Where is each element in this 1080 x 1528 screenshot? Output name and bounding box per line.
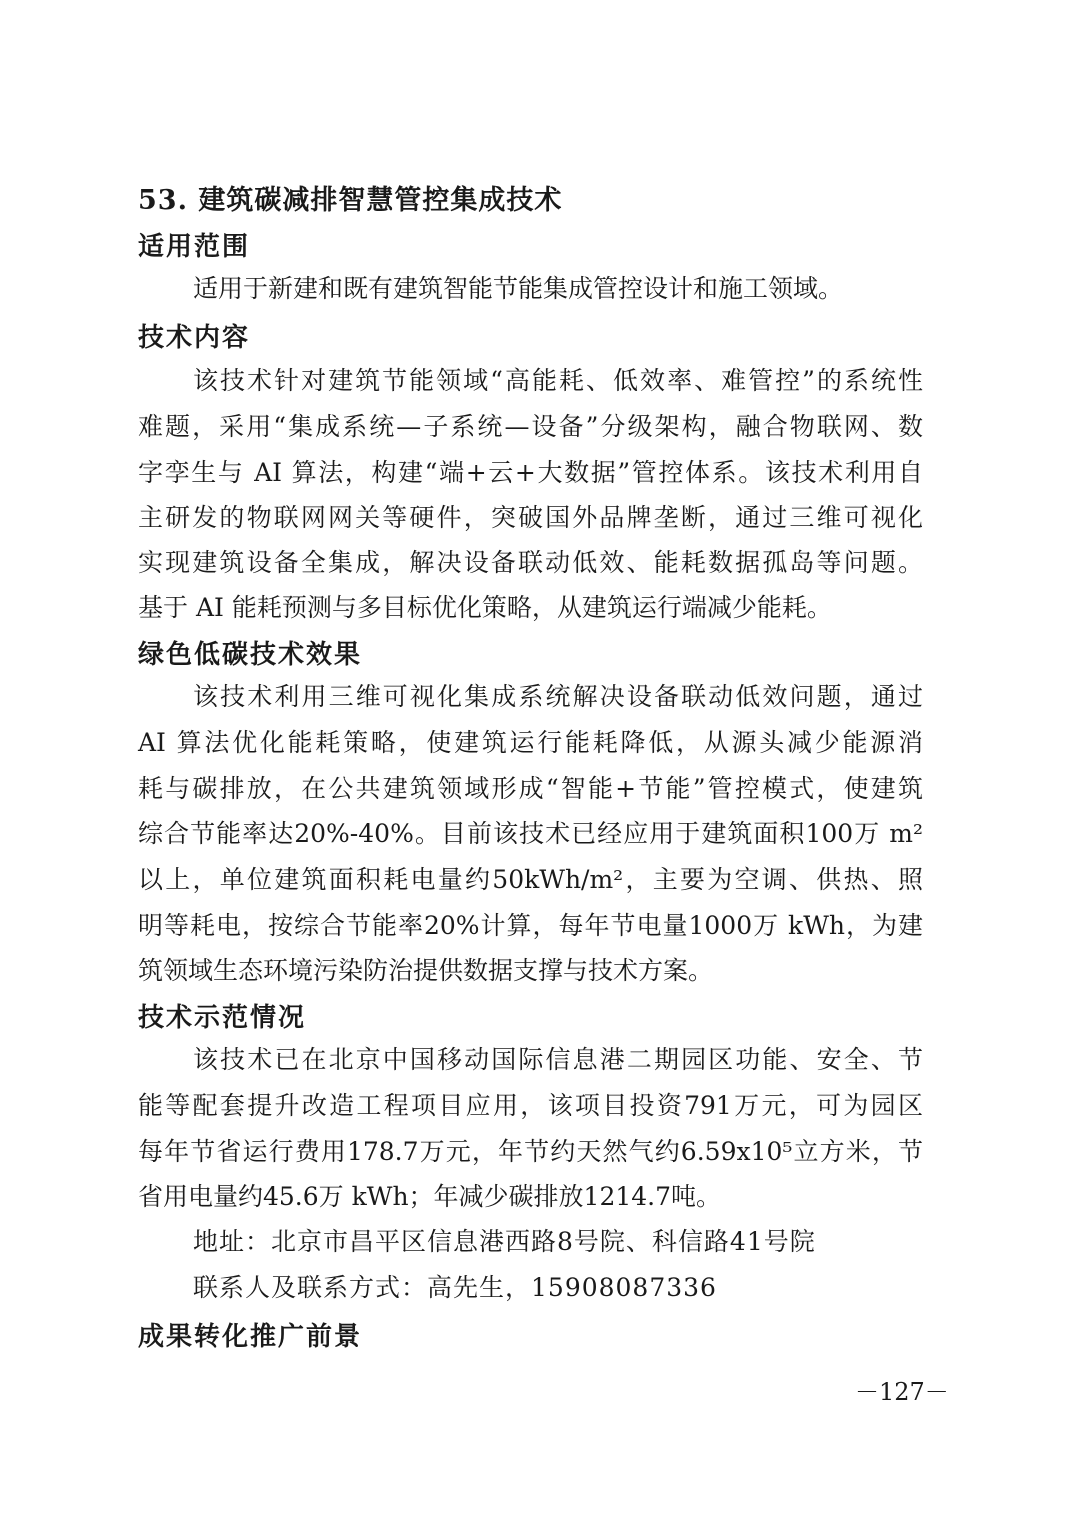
effect-heading: 绿色低碳技术效果 [138,640,363,670]
content-paragraph-line: 难题，采用“集成系统—子系统—设备”分级架构，融合物联网、数 [138,412,923,441]
effect-paragraph-line: 耗与碳排放，在公共建筑领域形成“智能+节能”管控模式，使建筑 [138,774,923,803]
demo-paragraph-line: 该技术已在北京中国移动国际信息港二期园区功能、安全、节 [193,1045,923,1074]
content-paragraph-line: 主研发的物联网网关等硬件，突破国外品牌垄断，通过三维可视化 [138,503,923,532]
prospect-heading: 成果转化推广前景 [138,1322,363,1352]
content-paragraph-line: 该技术针对建筑节能领域“高能耗、低效率、难管控”的系统性 [193,366,923,395]
content-paragraph-line: 基于 AI 能耗预测与多目标优化策略，从建筑运行端减少能耗。 [138,593,832,622]
demo-paragraph-line: 能等配套提升改造工程项目应用，该项目投资791万元，可为园区 [138,1091,923,1120]
effect-paragraph-line: 明等耗电，按综合节能率20%计算，每年节电量1000万 kWh，为建 [138,911,923,940]
page-number: －127－ [855,1378,949,1406]
effect-paragraph-line: 综合节能率达20%-40%。目前该技术已经应用于建筑面积100万 m² [138,819,923,848]
effect-paragraph-line: 该技术利用三维可视化集成系统解决设备联动低效问题，通过 [193,682,923,711]
demo-paragraph-line: 每年节省运行费用178.7万元，年节约天然气约6.59x10⁵立方米，节 [138,1137,923,1166]
contact-line: 联系人及联系方式：高先生，15908087336 [193,1273,717,1302]
content-paragraph-line: 实现建筑设备全集成，解决设备联动低效、能耗数据孤岛等问题。 [138,548,923,577]
effect-paragraph-line: 以上，单位建筑面积耗电量约50kWh/m²，主要为空调、供热、照 [138,865,923,894]
demo-heading: 技术示范情况 [138,1003,307,1033]
scope-paragraph-line: 适用于新建和既有建筑智能节能集成管控设计和施工领域。 [193,274,844,303]
effect-paragraph-line: 筑领域生态环境污染防治提供数据支撑与技术方案。 [138,956,714,985]
effect-paragraph-line: AI 算法优化能耗策略，使建筑运行能耗降低，从源头减少能源消 [138,728,923,757]
page-title: 53. 建筑碳减排智慧管控集成技术 [138,185,563,216]
content-paragraph-line: 字孪生与 AI 算法，构建“端+云+大数据”管控体系。该技术利用自 [138,458,923,487]
address-line: 地址：北京市昌平区信息港西路8号院、科信路41号院 [193,1227,816,1256]
scope-heading: 适用范围 [138,232,251,262]
content-heading: 技术内容 [138,323,251,353]
demo-paragraph-line: 省用电量约45.6万 kWh；年减少碳排放1214.7吨。 [138,1182,722,1211]
